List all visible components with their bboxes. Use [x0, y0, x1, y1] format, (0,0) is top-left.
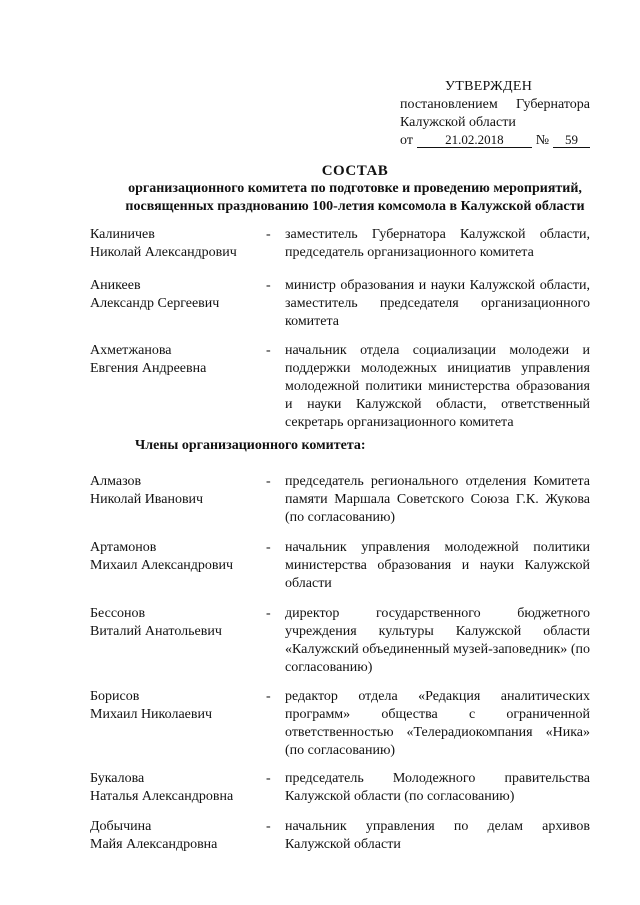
approval-date-row — [400, 132, 590, 150]
person-role: редактор отдела «Редакция аналитических программ» общества с ограниченной ответственностью «Телерадиокомпания «Ника» (по согласованию) — [285, 689, 590, 758]
entry-dash: - — [266, 689, 271, 704]
person-given-names: Майя Александровна — [90, 837, 218, 852]
entry-dash: - — [266, 343, 271, 358]
person-name — [90, 277, 260, 313]
person-role: директор государственного бюджетного учреждения культуры Калужской области «Калужский объединенный музей-заповедник» (по согласованию) — [285, 606, 590, 675]
entry-dash: - — [266, 771, 271, 786]
person-role: министр образования и науки Калужской области, заместитель председателя организационного комитета — [285, 278, 590, 329]
document-heading — [60, 162, 640, 216]
person-surname: Алмазов — [90, 474, 142, 489]
person-surname: Калиничев — [90, 227, 155, 242]
person-name — [90, 539, 260, 575]
entry-dash: - — [266, 540, 271, 555]
entry-dash: - — [266, 474, 271, 489]
person-role: начальник отдела социализации молодежи и поддержки молодежных инициатив управления молодежной политики министерства образования и науки Калужской области, ответственный секретарь организационного комитета — [285, 343, 590, 430]
approval-line-1 — [400, 96, 590, 114]
entry-dash: - — [266, 227, 271, 242]
approval-title: УТВЕРЖДЕН — [445, 79, 533, 94]
person-name — [90, 226, 260, 262]
person-role: начальник управления по делам архивов Калужской области — [285, 819, 590, 852]
person-given-names: Николай Александрович — [90, 245, 237, 260]
person-name — [90, 818, 260, 854]
person-name — [90, 770, 260, 806]
approval-line-1-right: Губернатора — [515, 97, 590, 112]
person-role: председатель регионального отделения Комитета памяти Маршала Советского Союза Г.К. Жукова (по согласованию) — [285, 474, 590, 525]
person-surname: Ахметжанова — [90, 343, 172, 358]
person-role: начальник управления молодежной политики министерства образования и науки Калужской области — [285, 540, 590, 591]
person-role: председатель Молодежного правительства Калужской области (по согласованию) — [285, 771, 590, 804]
document-subtitle-line-1: организационного комитета по подготовке и проведению мероприятий, — [128, 181, 582, 196]
person-name — [90, 342, 260, 378]
person-surname: Добычина — [90, 819, 152, 834]
approval-number: 59 — [553, 133, 590, 148]
document-subtitle-line-2: посвященных празднованию 100-летия комсомола в Калужской области — [125, 199, 585, 214]
person-name — [90, 688, 260, 724]
person-given-names: Евгения Андреевна — [90, 361, 207, 376]
person-given-names: Наталья Александровна — [90, 789, 234, 804]
members-section-title: Члены организационного комитета: — [135, 438, 366, 453]
entry-dash: - — [266, 819, 271, 834]
entry-dash: - — [266, 606, 271, 621]
person-given-names: Михаил Александрович — [90, 558, 234, 573]
person-name — [90, 605, 260, 641]
person-given-names: Александр Сергеевич — [90, 296, 220, 311]
person-surname: Бессонов — [90, 606, 146, 621]
approval-number-prefix: № — [535, 133, 550, 148]
approval-date-prefix: от — [400, 133, 413, 148]
document-title: СОСТАВ — [321, 163, 389, 179]
approval-block — [400, 78, 590, 150]
person-surname: Букалова — [90, 771, 145, 786]
person-given-names: Николай Иванович — [90, 492, 204, 507]
approval-date: 21.02.2018 — [417, 133, 532, 148]
person-surname: Борисов — [90, 689, 140, 704]
person-role: заместитель Губернатора Калужской области, председатель организационного комитета — [285, 227, 590, 260]
person-given-names: Виталий Анатольевич — [90, 624, 222, 639]
entry-dash: - — [266, 278, 271, 293]
person-given-names: Михаил Николаевич — [90, 707, 213, 722]
person-name — [90, 473, 260, 509]
approval-line-2: Калужской области — [400, 115, 516, 130]
person-surname: Аникеев — [90, 278, 141, 293]
person-surname: Артамонов — [90, 540, 157, 555]
approval-line-1-left: постановлением — [400, 97, 498, 112]
